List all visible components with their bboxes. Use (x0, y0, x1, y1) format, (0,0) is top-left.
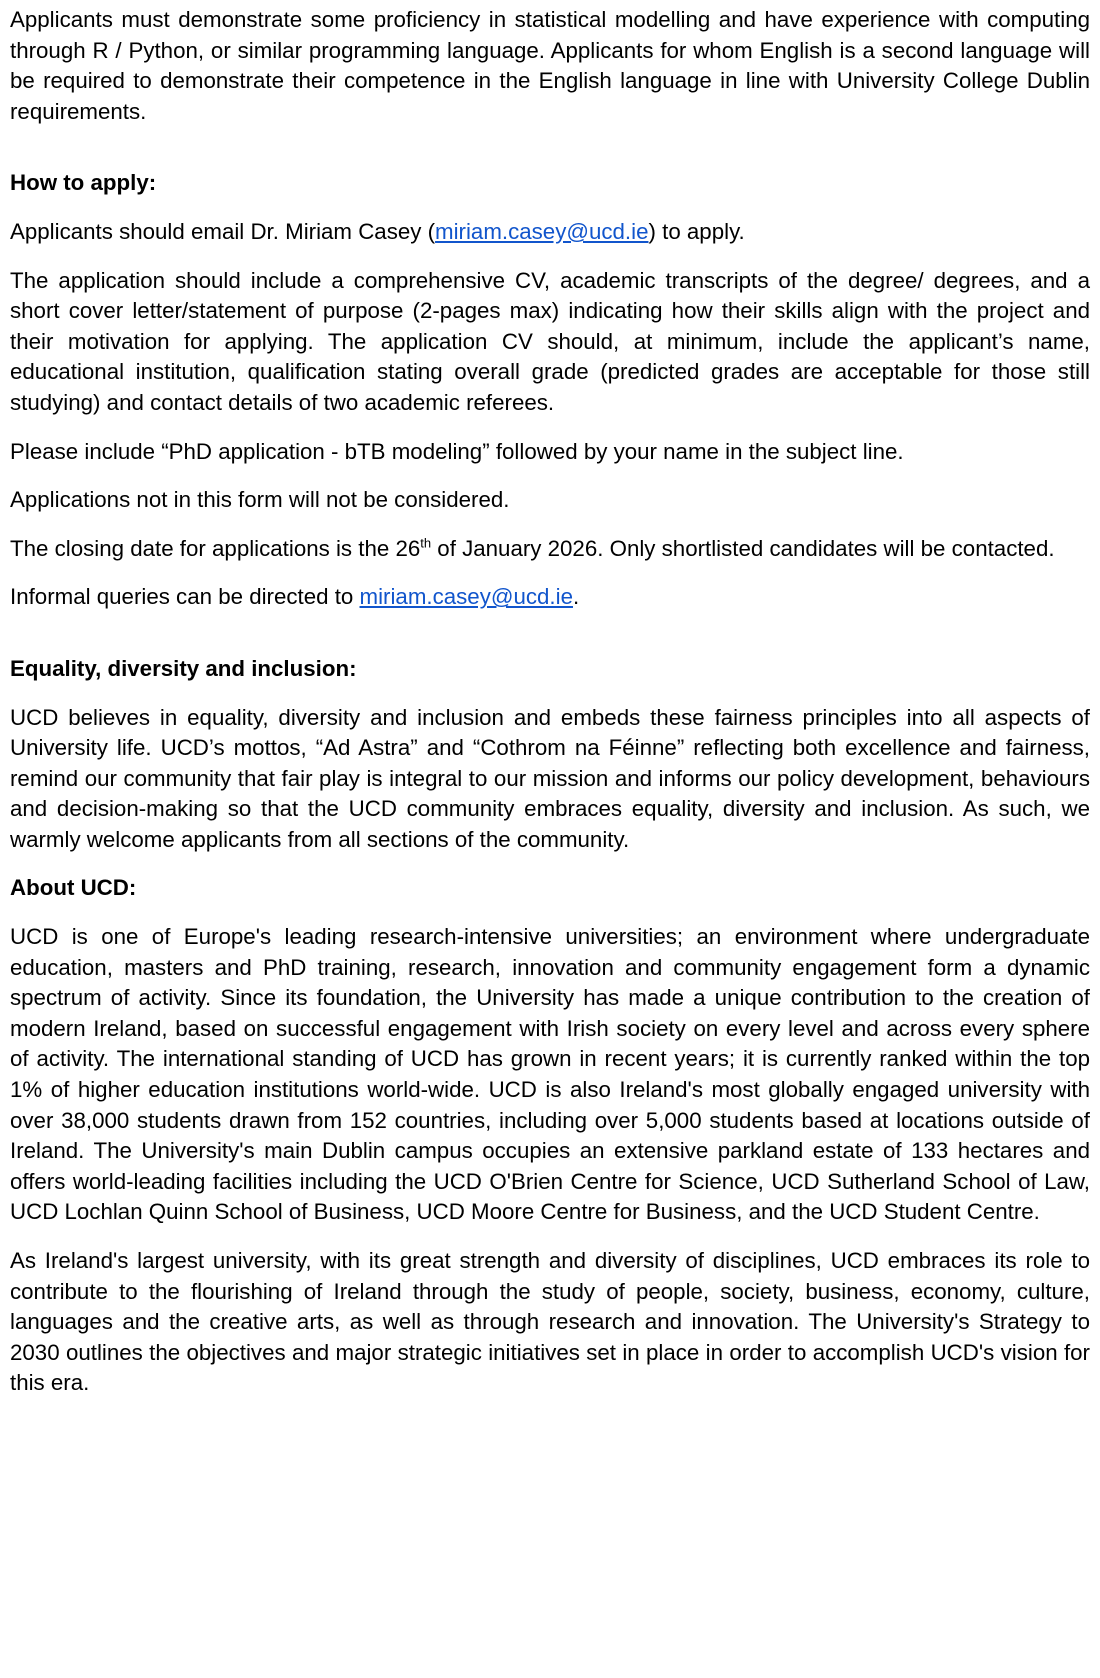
requirements-paragraph: Applicants must demonstrate some proficiency in statistical modelling and have experience with computing through R / Python, or similar programming language. Applicants for whom English is a second language will be required to demonstrate their competence in the English language in line with University College Dublin requirements. (10, 7, 1090, 124)
queries-email-link[interactable]: miriam.casey@ucd.ie (359, 584, 573, 610)
section-spacer (10, 613, 1090, 654)
about-ucd-paragraph-2: As Ireland's largest university, with its great strength and diversity of disciplines, UCD embraces its role to contribute to the flourishing of Ireland through the study of people, society, business, economy, culture, languages and the creative arts, as well as through research and innovation. The University's Strategy to 2030 outlines the objectives and major strategic initiatives set in place in order to accomplish UCD's vision for this era. (10, 1248, 1090, 1396)
about-ucd-heading: About UCD: (10, 875, 137, 901)
email-link[interactable]: miriam.casey@ucd.ie (435, 218, 649, 244)
edi-paragraph: UCD believes in equality, diversity and inclusion and embeds these fairness principles into all aspects of University life. UCD’s mottos, “Ad Astra” and “Cothrom na Féinne” reflecting both excellence and fairness, remind our community that fair play is integral to our mission and informs our policy development, behaviours and decision-making so that the UCD community embraces equality, diversity and inclusion. As such, we warmly welcome applicants from all sections of the community. (10, 704, 1090, 852)
subject-line-instruction: Please include “PhD application - bTB modeling” followed by your name in the subject line. (10, 438, 904, 464)
edi-heading: Equality, diversity and inclusion: (10, 655, 357, 681)
email-intro-before: Applicants should email Dr. Miriam Casey ( (10, 218, 436, 244)
queries-before: Informal queries can be directed to (10, 584, 360, 610)
informal-queries-paragraph (10, 582, 1090, 613)
edi-section (10, 654, 1090, 856)
email-instruction (10, 217, 1090, 248)
how-to-apply-section (10, 168, 1090, 613)
how-to-apply-heading: How to apply: (10, 170, 157, 196)
application-contents-paragraph: The application should include a comprehensive CV, academic transcripts of the degree/ degrees, and a short cover letter/statement of purpose (2-pages max) indicating how their skills align with the project and their motivation for applying. The application CV should, at minimum, include the applicant’s name, educational institution, qualification stating overall grade (predicted grades are acceptable for those still studying) and contact details of two academic referees. (10, 267, 1090, 415)
heading-spacer (10, 685, 1090, 703)
closing-before: The closing date for applications is the 26 (10, 535, 421, 561)
section-spacer (10, 127, 1090, 168)
closing-after: of January 2026. Only shortlisted candidates will be contacted. (431, 535, 1055, 561)
about-ucd-section (10, 873, 1090, 1399)
heading-spacer (10, 904, 1090, 922)
form-notice: Applications not in this form will not be considered. (10, 487, 510, 513)
email-intro-after: ) to apply. (648, 218, 745, 244)
closing-date-ordinal: th (420, 535, 432, 551)
heading-spacer (10, 199, 1090, 217)
closing-date-paragraph (10, 534, 1090, 565)
about-ucd-paragraph-1: UCD is one of Europe's leading research-intensive universities; an environment where undergraduate education, masters and PhD training, research, innovation and community engagement form a dynamic spectrum of activity. Since its foundation, the University has made a unique contribution to the creation of modern Ireland, based on successful engagement with Irish society on every level and across every sphere of activity. The international standing of UCD has grown in recent years; it is currently ranked within the top 1% of higher education institutions world-wide. UCD is also Ireland's most globally engaged university with over 38,000 students drawn from 152 countries, including over 5,000 students based at locations outside of Ireland. The University's main Dublin campus occupies an extensive parkland estate of 133 hectares and offers world-leading facilities including the UCD O'Brien Centre for Science, UCD Sutherland School of Law, UCD Lochlan Quinn School of Business, UCD Moore Centre for Business, and the UCD Student Centre. (10, 924, 1090, 1225)
queries-after: . (572, 584, 580, 610)
